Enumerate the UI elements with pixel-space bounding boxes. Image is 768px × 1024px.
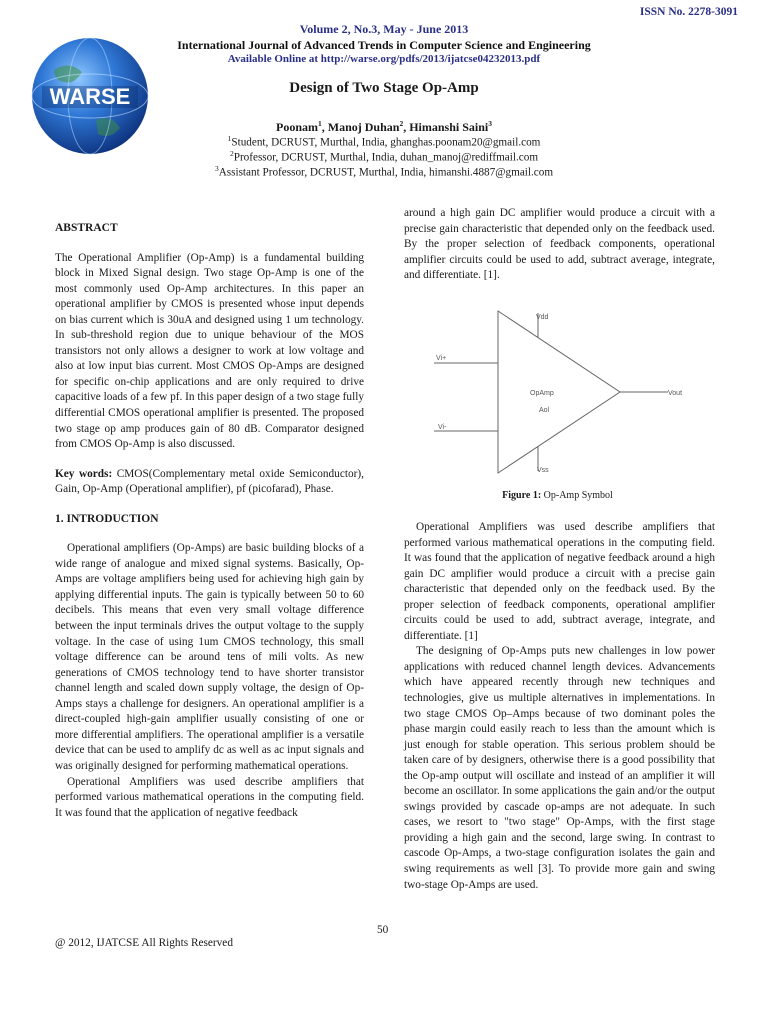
body-paragraph: Operational Amplifiers was used describe amplifiers that performed various mathematical operations in the computing field. It was found that the application of negative feedback around a high gain DC amplifier would produce a circuit with a precise gain characteristic that depended only on the feedback used. By the proper selection of feedback components, operational amplifier circuits could be used to add, subtract average, integrate, and differentiate. [1] [404,521,715,642]
gain-label: Aol [539,407,550,414]
paper-title: Design of Two Stage Op-Amp [289,80,479,96]
journal-name: International Journal of Advanced Trends in Computer Science and Engineering [177,38,591,52]
affiliation-text: Student, DCRUST, Murthal, India, ghanghas.poonam20@gmail.com [231,136,541,149]
affiliation-mark: 1 [227,134,232,143]
keywords-label: Key words: [55,467,113,480]
vplus-label: Vi+ [436,355,447,362]
left-column [55,221,364,821]
affiliation [0,149,768,164]
intro-paragraph: Operational amplifiers (Op-Amps) are basic building blocks of a wide range of analogue and mixed signal systems. Basically, Op-Amps are voltage amplifiers being used for achieving high gain by applying differential inputs. The gain is typically between 50 to 60 decibels. This means that even very small voltage difference between the input terminals drives the output voltage to the supply voltage. In the case of using 1um CMOS technology, this small voltage difference can be around tens of mili volts. As new generations of CMOS technology tend to have shorter transistor channel length and scaled down supply voltage, the design of Op-Amps stays a challenge for designers. An operational amplifier is a direct-coupled high-gain amplifier usually consisting of one or more differential amplifiers. The operational amplifier is a versatile device that can be used to amplify dc as well as ac input signals and was originally designed for performing mathematical operations. [55,542,364,772]
author-mark: 2 [399,119,404,128]
affiliation [0,164,768,179]
opamp-triangle [498,311,620,473]
keywords-text: CMOS(Complementary metal oxide Semiconductor), Gain, Op-Amp (Operational amplifier), pf (picofarad), Phase. [55,467,364,496]
affiliation-mark: 3 [214,164,219,173]
vout-label: Vout [668,390,683,397]
abstract-heading: ABSTRACT [55,222,118,234]
body-paragraph: The designing of Op-Amps puts new challenges in low power applications with reduced channel length devices. Advancements which have appeared recently through new techniques and technologies, give us multiple alternatives in implementations. In two stage CMOS Op–Amps because of two dominant poles the phase margin could easily reach to less than the amount which is just enough for stable operation. This serious problem should be taken care of by designers, otherwise there is a good possibility that the Op-amp output will oscillate and instead of an amplifier it will become an oscillator. In some applications the gain and/or the output swings provided by cascade op-amps are not adequate. In such cases, we resort to "two stage" Op-Amps, with the first stage providing a high gain and the second, large swing. In contrast to cascode Op-Amps, a two-stage configuration isolates the gain and swing requirements as well [3]. To provide more gain and swing two-stage Op-Amps are used. [404,645,715,891]
page-number: 50 [377,924,389,936]
opamp-symbol-figure [420,305,690,480]
keywords [55,467,364,498]
author-mark: 1 [318,119,322,128]
copyright-footer: @ 2012, IJATCSE All Rights Reserved [55,937,233,949]
author-name: Poonam [276,120,319,134]
figure-caption-text: Op-Amp Symbol [541,490,613,501]
author-name: Manoj Duhan [327,120,400,134]
figure-caption-label: Figure 1: [502,490,542,501]
vminus-label: Vi- [438,424,447,431]
figure-caption [400,490,715,501]
affiliation-text: Professor, DCRUST, Murthal, India, duhan_manoj@rediffmail.com [233,151,539,164]
author-mark: 3 [488,119,492,128]
volume-line: Volume 2, No.3, May - June 2013 [299,22,469,36]
affiliation [0,134,768,149]
affiliation-mark: 2 [229,149,234,158]
logo-text: WARSE [49,84,131,109]
abstract-text: The Operational Amplifier (Op-Amp) is a fundamental building block in Mixed Signal design. Two stage Op-Amp is one of the most commonly used Op-Amp architectures. In this paper an operational amplifier by CMOS is presented whose input depends on bias current which is 30uA and designed using 1 um technology. In sub-threshold region due to unique behaviour of the MOS transistors not only allows a designer to work at low voltage and also at low input bias current. Most CMOS Op-Amps are designed for specific on-chip applications and are only required to drive capacitive loads of a few pf. In this paper design of a two stage fully differential CMOS operational amplifier is presented. The proposed two stage op amp produces gain of 80 dB. Comparator designed from CMOS Op-Amp is also discussed. [55,251,364,451]
available-online-link[interactable]: Available Online at http://warse.org/pdfs/2013/ijatcse04232013.pdf [227,53,541,65]
vdd-label: Vdd [536,314,549,321]
right-column-top [404,206,715,284]
issn: ISSN No. 2278-3091 [639,6,738,18]
introduction-heading: 1. INTRODUCTION [55,512,159,525]
opamp-name-label: OpAmp [530,390,554,397]
vss-label: Vss [537,467,549,474]
author-name: Himanshi Saini [409,120,489,134]
intro-paragraph: Operational Amplifiers was used describe amplifiers that performed various mathematical operations in the computing field. It was found that the application of negative feedback [55,775,364,819]
right-column-bottom [404,520,715,893]
author-list: Poonam$^1$, Manoj Duhan$^2$, Himanshi Saini$^3$ [276,119,492,134]
body-paragraph: around a high gain DC amplifier would produce a circuit with a precise gain characteristic that depended only on the feedback used. By the proper selection of feedback components, operational amplifier circuits could be used to add, subtract average, integrate, and differentiate. [1]. [404,207,715,282]
affiliation-text: Assistant Professor, DCRUST, Murthal, India, himanshi.4887@gmail.com [218,166,554,179]
